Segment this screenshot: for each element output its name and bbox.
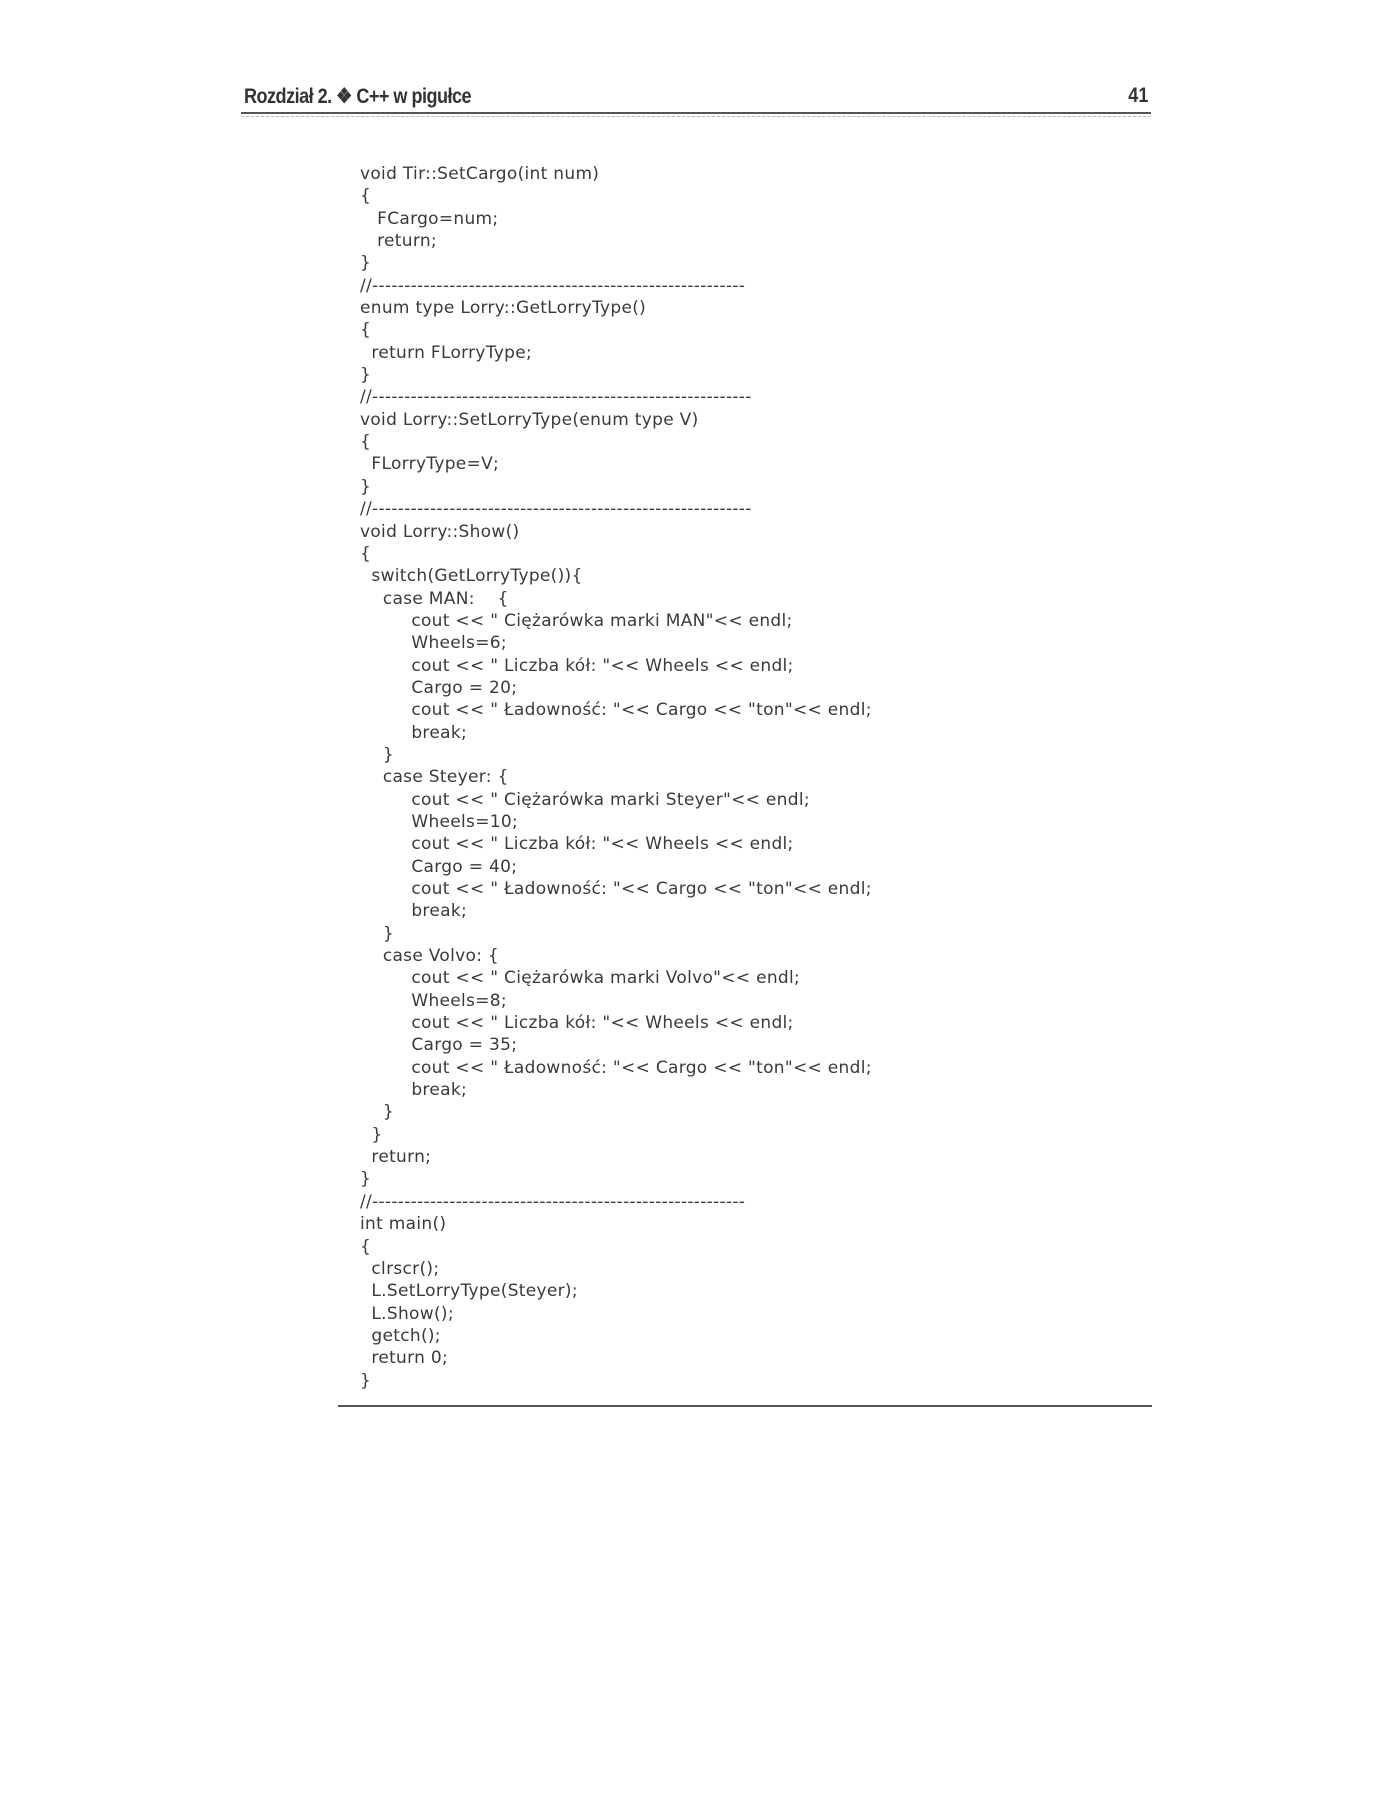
code-line: FCargo=num; [360, 208, 499, 229]
code-line: getch(); [360, 1325, 441, 1346]
code-line: //----------------------------------------------------------- [360, 387, 752, 408]
code-line: case Volvo: { [360, 946, 500, 967]
page-header [244, 84, 1150, 114]
header-rule [241, 112, 1151, 114]
code-line: { [360, 432, 372, 453]
code-line: Wheels=8; [360, 990, 507, 1011]
code-line: break; [360, 901, 467, 922]
code-line: case Steyer: { [360, 767, 509, 788]
code-line: Wheels=6; [360, 633, 507, 654]
code-line: } [360, 1169, 372, 1190]
code-line: cout << " Ciężarówka marki Steyer"<< endl; [360, 789, 810, 810]
code-line: int main() [360, 1214, 447, 1235]
code-line: return 0; [360, 1348, 449, 1369]
code-line: Cargo = 40; [360, 856, 518, 877]
code-line: void Lorry::Show() [360, 521, 520, 542]
code-line: enum type Lorry::GetLorryType() [360, 298, 647, 319]
code-line: Wheels=10; [360, 811, 519, 832]
code-line: Cargo = 35; [360, 1035, 518, 1056]
code-line: } [360, 253, 372, 274]
code-line: cout << " Ładowność: "<< Cargo << "ton"<< endl; [360, 700, 872, 721]
code-line: { [360, 186, 372, 207]
code-line: cout << " Ładowność: "<< Cargo << "ton"<< endl; [360, 1057, 872, 1078]
code-line: } [360, 744, 394, 765]
code-line: { [360, 1236, 372, 1257]
code-line: cout << " Ciężarówka marki MAN"<< endl; [360, 610, 793, 631]
code-line: { [360, 320, 372, 341]
code-line: break; [360, 1080, 467, 1101]
code-line: } [360, 1102, 394, 1123]
code-line: return FLorryType; [360, 342, 533, 363]
code-line: L.Show(); [360, 1303, 454, 1324]
code-line: clrscr(); [360, 1258, 440, 1279]
code-line: return; [360, 1147, 432, 1168]
code-line: } [360, 476, 372, 497]
code-line: cout << " Liczba kół: "<< Wheels << endl; [360, 1013, 794, 1034]
code-line: //----------------------------------------------------------- [360, 499, 752, 520]
code-listing [360, 163, 872, 1392]
code-line: case MAN: { [360, 588, 509, 609]
code-line: cout << " Liczba kół: "<< Wheels << endl; [360, 655, 794, 676]
code-line: FLorryType=V; [360, 454, 500, 475]
code-line: //---------------------------------------------------------- [360, 275, 746, 296]
code-line: void Lorry::SetLorryType(enum type V) [360, 409, 699, 430]
code-line: switch(GetLorryType()){ [360, 566, 583, 587]
code-line: } [360, 923, 394, 944]
code-line: Cargo = 20; [360, 677, 518, 698]
code-line: break; [360, 722, 467, 743]
header-rule-dotted [241, 116, 1151, 117]
code-line: L.SetLorryType(Steyer); [360, 1281, 578, 1302]
code-line: return; [360, 231, 437, 252]
code-line: void Tir::SetCargo(int num) [360, 164, 600, 184]
code-line: cout << " Ciężarówka marki Volvo"<< endl; [360, 968, 801, 989]
listing-end-rule [338, 1405, 1152, 1407]
page-number: 41 [1127, 84, 1148, 107]
code-line: { [360, 543, 372, 564]
code-line: //---------------------------------------------------------- [360, 1191, 746, 1212]
code-line: } [360, 1124, 383, 1145]
code-line: cout << " Liczba kół: "<< Wheels << endl; [360, 834, 794, 855]
code-line: } [360, 365, 372, 386]
code-line: cout << " Ładowność: "<< Cargo << "ton"<< endl; [360, 879, 872, 899]
chapter-title: Rozdział 2. ❖ C++ w pigułce [244, 85, 472, 108]
code-line: } [360, 1370, 372, 1391]
